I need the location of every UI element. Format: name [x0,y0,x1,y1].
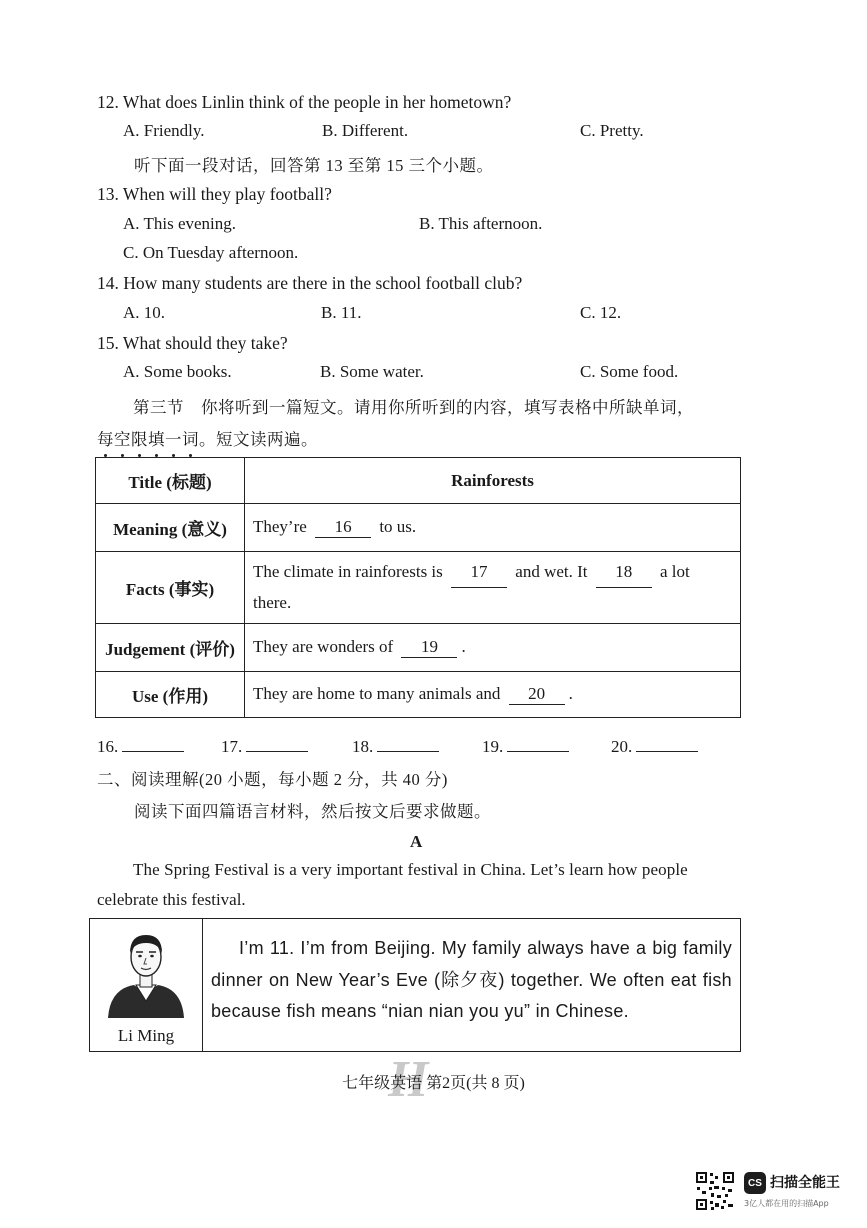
answer-20[interactable]: 20. [611,735,698,757]
listening-instruction: 听下面一段对话，回答第 13 至第 15 三个小题。 [134,156,494,175]
answer-18[interactable]: 18. [352,735,439,757]
question-15-stem: 15. What should they take? [97,333,288,353]
section3-instruction-line1: 第三节 你将听到一篇短文。请用你所听到的内容，填写表格中所缺单词， [133,398,694,417]
blank-18[interactable]: 18 [596,557,652,588]
judgement-cell: They are wonders of 19 . [245,624,741,672]
camscanner-tagline: 3亿人都在用的扫描App [744,1199,829,1208]
li-ming-portrait-cell [90,919,203,1051]
table-row [96,624,741,672]
rainforests-table [95,457,741,718]
judgement-label: Judgement (评价) [96,624,245,672]
question-12-option-b: B. Different. [322,121,409,140]
camscanner-brand: 扫描全能王 [770,1175,840,1191]
use-cell: They are home to many animals and 20 . [245,672,741,718]
qr-code-icon [695,1171,735,1211]
question-13-option-b: B. This afternoon. [419,214,543,233]
meaning-label: Meaning (意义) [96,504,245,552]
blank-20[interactable]: 20 [509,684,565,705]
question-12-option-a: A. Friendly. [123,121,205,140]
answer-17[interactable]: 17. [221,735,308,757]
question-13-stem: 13. When will they play football? [97,184,332,204]
title-label: Title (标题) [96,458,245,504]
passage-label: A [410,832,423,851]
meaning-cell: They’re 16 to us. [245,504,741,552]
question-12-stem: 12. What does Linlin think of the people in her hometown? [97,92,512,112]
table-row [96,672,741,718]
person-name: Li Ming [117,1026,175,1045]
title-value: Rainforests [245,458,741,504]
facts-label: Facts (事实) [96,552,245,624]
table-row [96,458,741,504]
li-ming-box [89,918,741,1052]
passage-intro-line1: The Spring Festival is a very important festival in China. Let’s learn how people [133,860,688,879]
question-14-option-c: C. 12. [580,303,622,322]
question-15-option-b: B. Some water. [320,362,424,381]
question-15-option-a: A. Some books. [123,362,232,381]
blank-19[interactable]: 19 [401,637,457,658]
question-15-option-c: C. Some food. [580,362,679,381]
question-13-option-c: C. On Tuesday afternoon. [123,243,299,262]
use-label: Use (作用) [96,672,245,718]
part2-heading: 二、阅读理解(20 小题，每小题 2 分，共 40 分) [97,770,448,789]
emphasized-text: 每空限填一词 [97,430,199,449]
watermark-logo: H [388,1051,425,1108]
question-14-stem: 14. How many students are there in the school football club? [97,273,523,293]
page-footer: 七年级英语 第2页(共 8 页) [342,1075,525,1092]
facts-cell: The climate in rainforests is 17 and wet. It 18 a lot there. [245,552,741,624]
blank-16[interactable]: 16 [315,517,371,538]
question-12-option-c: C. Pretty. [580,121,644,140]
passage-intro-line2: celebrate this festival. [97,890,246,909]
blank-17[interactable]: 17 [451,557,507,588]
table-row [96,552,741,624]
question-14-option-a: A. 10. [123,303,166,322]
answer-19[interactable]: 19. [482,735,569,757]
li-ming-text-cell [203,919,740,1051]
question-14-option-b: B. 11. [321,303,362,322]
person-portrait-icon [106,923,186,1018]
camscanner-logo: CS [744,1172,766,1194]
answer-16[interactable]: 16. [97,735,184,757]
question-13-option-a: A. This evening. [123,214,237,233]
section3-instruction-line2: 每空限填一词。短文读两遍。 [97,426,318,450]
part2-instruction: 阅读下面四篇语言材料，然后按文后要求做题。 [134,802,491,821]
li-ming-paragraph: I’m 11. I’m from Beijing. My family always have a big family dinner on New Year’s Eve (除夕夜) together. We often eat fish because fish means “nian nian you yu” in Chinese. [211,938,732,1021]
table-row [96,504,741,552]
